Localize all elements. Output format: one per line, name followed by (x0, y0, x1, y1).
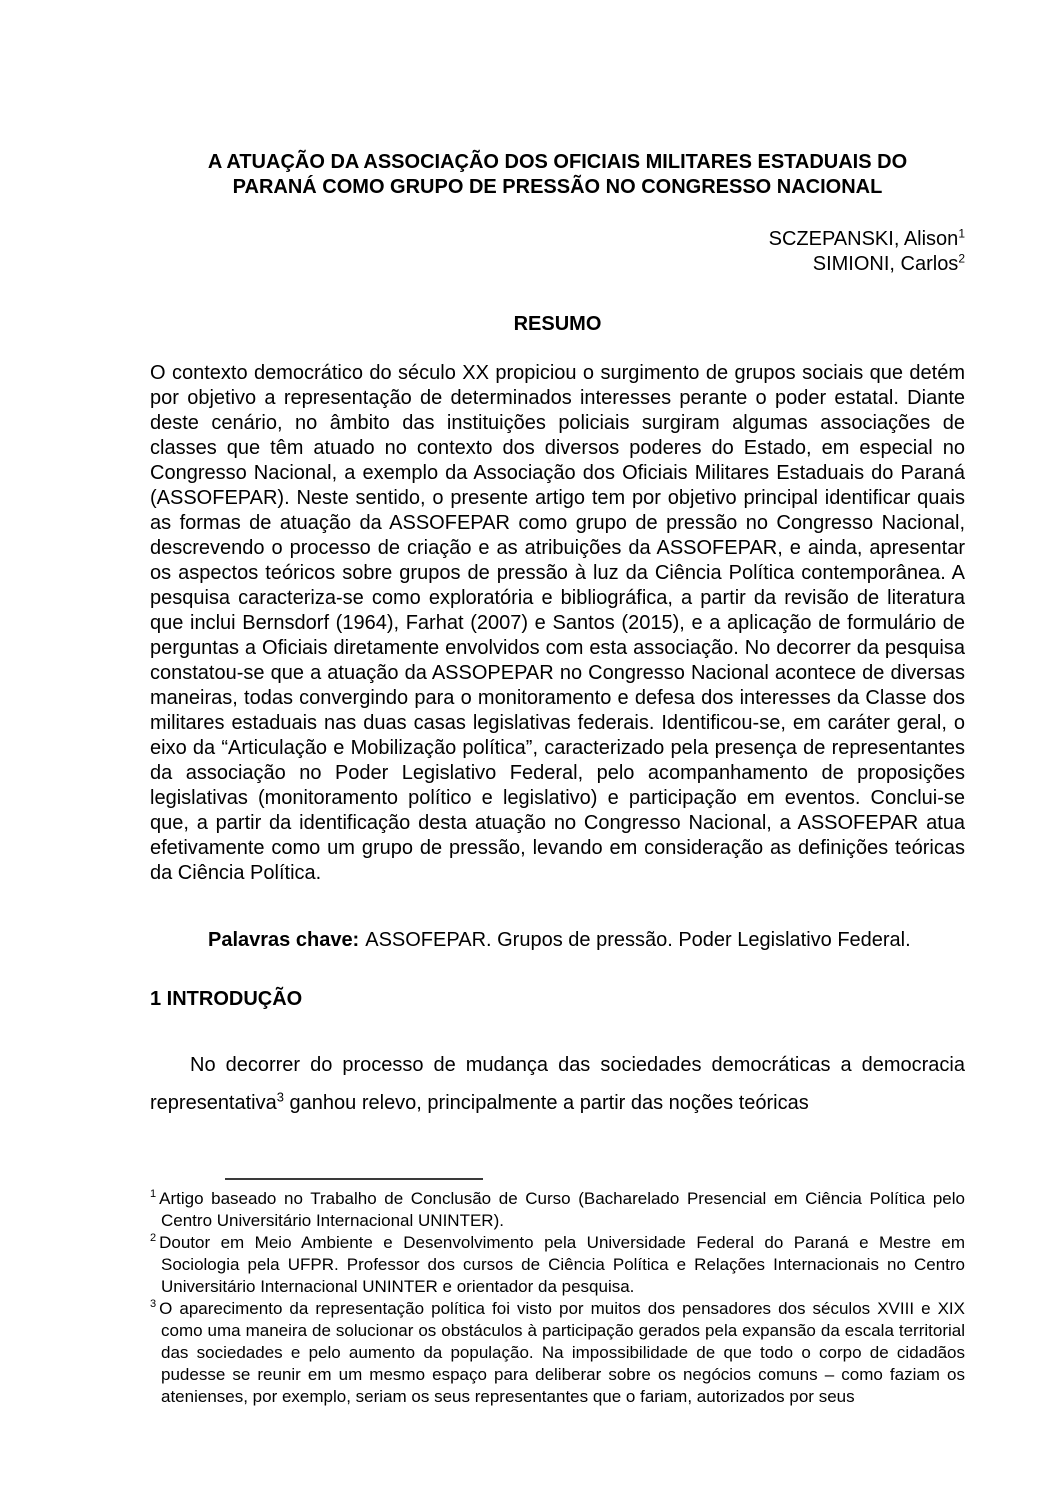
keywords-line (150, 928, 965, 953)
authors-block (150, 227, 965, 277)
author-line-1 (150, 227, 965, 252)
intro-footnote-ref: 3 (276, 1089, 284, 1105)
footnote-2 (150, 1232, 965, 1298)
footnotes-block (150, 1188, 965, 1408)
keywords-text: ASSOFEPAR. Grupos de pressão. Poder Legislativo Federal. (365, 929, 911, 951)
paper-title (150, 150, 965, 200)
footnote-text: Doutor em Meio Ambiente e Desenvolvimento pela Universidade Federal do Paraná e Mestre em Sociologia pela UFPR. Professor dos cursos de Ciência Política e Relações Internacionais no Centro Universitário Internacional UNINTER e orientador da pesquisa. (159, 1233, 965, 1296)
footnote-marker: 2 (150, 1232, 157, 1245)
abstract-heading: RESUMO (513, 313, 602, 335)
section-heading-introducao: 1 INTRODUÇÃO (150, 988, 303, 1010)
intro-text-before-ref: No decorrer do processo de mudança das sociedades democráticas a democracia representativa (150, 1054, 965, 1114)
author-line-2 (150, 252, 965, 277)
footnote-text: O aparecimento da representação política foi visto por muitos dos pensadores dos séculos XVIII e XIX como uma maneira de solucionar os obstáculos à participação gerados pela expansão da escala territorial das sociedades e pelo aumento da população. Na impossibilidade de que todo o corpo de cidadãos pudesse se reunir em um mesmo espaço para deliberar sobre os negócios comuns – como faziam os atenienses, por exemplo, seriam os seus representantes que o fariam, autorizados por seus (159, 1299, 965, 1406)
intro-paragraph (150, 1046, 965, 1122)
paper-title-line-1: A ATUAÇÃO DA ASSOCIAÇÃO DOS OFICIAIS MILITARES ESTADUAIS DO (207, 151, 908, 173)
author-name: SIMIONI, Carlos (812, 253, 959, 275)
abstract-text: O contexto democrático do século XX propiciou o surgimento de grupos sociais que detém por objetivo a representação de determinados interesses perante o poder estatal. Diante deste cenário, no âmbito das instituições policiais surgiram algumas associações de classes que têm atuado no contexto dos diversos poderes do Estado, em especial no Congresso Nacional, a exemplo da Associação dos Oficiais Militares Estaduais do Paraná (ASSOFEPAR). Neste sentido, o presente artigo tem por objetivo principal identificar quais as formas de atuação da ASSOFEPAR como grupo de pressão no Congresso Nacional, descrevendo o processo de criação e as atribuições da ASSOFEPAR, e ainda, apresentar os aspectos teóricos sobre grupos de pressão à luz da Ciência Política contemporânea. A pesquisa caracteriza-se como exploratória e bibliográfica, a partir da revisão de literatura que inclui Bernsdorf (1964), Farhat (2007) e Santos (2015), e a aplicação de formulário de perguntas a Oficiais diretamente envolvidos com esta associação. No decorrer da pesquisa constatou-se que a atuação da ASSOPEPAR no Congresso Nacional acontece de diversas maneiras, todas convergindo para o monitoramento e defesa dos interesses da Classe dos militares estaduais nas duas casas legislativas federais. Identificou-se, em caráter geral, o eixo da “Articulação e Mobilização política”, caracterizado pela presença de representantes da associação no Poder Legislativo Federal, pelo acompanhamento de proposições legislativas (monitoramento político e legislativo) e participação em eventos. Conclui-se que, a partir da identificação desta atuação no Congresso Nacional, a ASSOFEPAR atua efetivamente como um grupo de pressão, levando em consideração as definições teóricas da Ciência Política. (150, 362, 965, 884)
footnote-separator-rule (225, 1178, 483, 1180)
footnote-marker: 1 (150, 1188, 157, 1201)
keywords-label: Palavras chave: (208, 929, 360, 951)
paper-title-line-2: PARANÁ COMO GRUPO DE PRESSÃO NO CONGRESSO NACIONAL (232, 176, 883, 198)
footnote-1 (150, 1188, 965, 1232)
author-footnote-ref: 2 (958, 251, 965, 266)
footnote-3 (150, 1298, 965, 1408)
intro-text-after-ref: ganhou relevo, principalmente a partir das noções teóricas (283, 1092, 809, 1114)
footnote-marker: 3 (150, 1298, 157, 1311)
footnote-text: Artigo baseado no Trabalho de Conclusão de Curso (Bacharelado Presencial em Ciência Política pelo Centro Universitário Internacional UNINTER). (159, 1189, 965, 1230)
author-footnote-ref: 1 (958, 226, 965, 241)
author-name: SCZEPANSKI, Alison (768, 228, 959, 250)
